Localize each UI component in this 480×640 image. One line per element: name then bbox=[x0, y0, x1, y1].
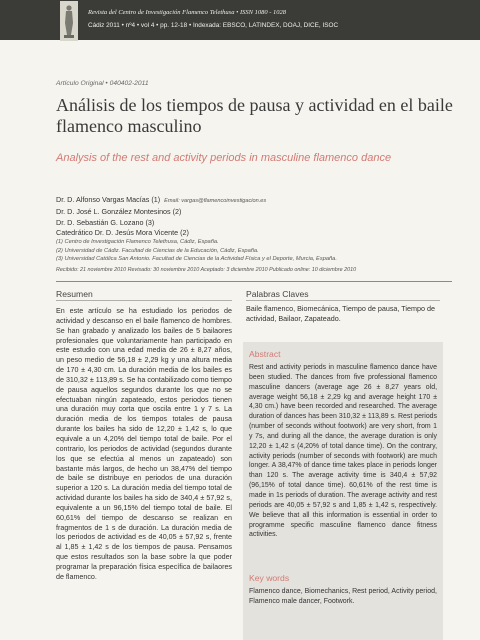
journal-header bbox=[0, 0, 480, 40]
abstract-heading: Abstract bbox=[249, 349, 281, 359]
resumen-text: En este artículo se ha estudiado los periodos de actividad y descanso en el baile flamenco de hombres. Se han grabado y analizado los bailes de 5 bailaores profesionales que voluntariamente han participado en este estudio con una edad media de 26 ± 8,27 años, un peso medio de 56,18 ± 2,29 kg y una altura media de 170 ± 4,30 cm. La duración media de los bailes es de 310,32 ± 113,89 s. Se ha contabilizado como tiempo de pausa aquellos segundos durante los que no se efectuaban ningún zapateado, estos periodos tienen una duración muy corta que oscila entre 1 y 7 s. La duración media de los tiempos totales de pausa durante los bailes ha sido de 12,20 ± 1,42 s, lo que equivale a un 4,20% del tiempo total de baile. Por el contrario, los periodos de actividad (segundos durante los que se efectúa al menos un zapateado) son bastante más largos, de hecho un 38,47% del tiempo de baile se distribuye en periodos de una duración superior a 120 s. La duración media del tiempo total de actividad durante los bailes ha sido de 340,4 ± 57,92 s, equivalente a un 96,15% del tiempo total de baile. El 60,61% del tiempo de descanso se realizan en fragmentos de 1 s de duración. La duración media de los periodos de actividad es de 40,05 ± 57,92 s, frente al 1,85 ± 1,42 s de los tiempos de pausa. Pensamos que estos resultados son la base sobre la que poder programar la preparación física específica de bailaores de flamenco. bbox=[56, 307, 232, 581]
author-name: Dr. D. José L. González Montesinos (2) bbox=[56, 206, 182, 216]
key-words-text: Flamenco dance, Biomechanics, Rest period, Activity period, Flamenco male dancer, Footwork. bbox=[249, 588, 437, 606]
palabras-claves-heading: Palabras Claves bbox=[246, 289, 309, 299]
divider bbox=[56, 300, 232, 301]
key-words-heading: Key words bbox=[249, 573, 290, 583]
publication-dates: Recibido: 21 noviembre 2010 Revisado: 30 noviembre 2010 Aceptado: 3 diciembre 2010 Publicado online: 10 diciembre 2010 bbox=[56, 267, 357, 273]
statue-logo-icon bbox=[60, 1, 78, 41]
abstract-text: Rest and activity periods in masculine flamenco dance have been studied. The dances from five professional flamenco masculine dancers (average age 26 ± 8,27 years old, average weight 56,18 ± 2,29 kg and average height 170 ± 4,30 cm.) have been recorded and researched. The average duration of dances has been 310,32 ± 113,89 s. Rest periods (number of seconds without footwork) are very short, from 1 y 7s, and during all the dance, the average duration is only 12,20 ± 1,42 s (4,20% of total dance time). On the contrary, activity periods (number of seconds with footwork) are much longer. A 38,47% of dance time takes place in periods longer than 120 s. The average activity time is 340,4 ± 57,92 (96,15% of total dance time). 60,61% of the rest time is made in 1s periods of duration. The average activity and rest periods are 40,05 ± 57,92 s and 1,85 ± 1,42 s, respectively. We believe that all this information is essential in order to programme specific masculine flamenco dance fitness activities. bbox=[249, 364, 437, 539]
affiliation-item: (2) Universidad de Cádiz. Facultad de Ciencias de la Educación, Cádiz, España. bbox=[56, 247, 259, 254]
journal-line-2: Cádiz 2011 • nº4 • vol 4 • pp. 12-18 • Indexada: EBSCO, LATINDEX, DOAJ, DICE, ISOC bbox=[88, 22, 339, 29]
article-type: Artículo Original • 040402-2011 bbox=[56, 80, 149, 87]
journal-line-1: Revista del Centro de Investigación Flamenco Telethusa • ISSN 1080 - 1028 bbox=[88, 9, 287, 16]
author-item bbox=[56, 218, 266, 229]
author-name: Dr. D. Sebastián G. Lozano (3) bbox=[56, 217, 155, 227]
article-title: Análisis de los tiempos de pausa y actividad en el baile flamenco masculino bbox=[56, 95, 453, 136]
author-name: Catedrático Dr. D. Jesús Mora Vicente (2) bbox=[56, 228, 189, 238]
author-list bbox=[56, 195, 266, 239]
affiliation-item: (3) Universidad Católica San Antonio. Facultad de Ciencias de la Actividad Física y el Deporte, Murcia, España. bbox=[56, 256, 337, 263]
resumen-heading: Resumen bbox=[56, 289, 93, 299]
author-item bbox=[56, 207, 266, 218]
divider bbox=[56, 281, 452, 282]
affiliation-item: (1) Centro de Investigación Flamenco Telethusa, Cádiz, España. bbox=[56, 239, 219, 245]
author-name: Dr. D. Alfonso Vargas Macías (1) bbox=[56, 195, 161, 204]
article-title-english: Analysis of the rest and activity periods in masculine flamenco dance bbox=[56, 152, 392, 164]
affiliation-list bbox=[56, 238, 337, 264]
author-item bbox=[56, 195, 266, 207]
divider bbox=[246, 300, 440, 301]
author-email[interactable]: Email: vargas@flamencoinvestigacion.es bbox=[164, 198, 267, 204]
palabras-claves-text: Baile flamenco, Biomecánica, Tiempo de pausa, Tiempo de actividad, Bailaor, Zapateado. bbox=[246, 304, 435, 323]
journal-logo bbox=[60, 1, 78, 41]
journal-info bbox=[88, 6, 338, 32]
